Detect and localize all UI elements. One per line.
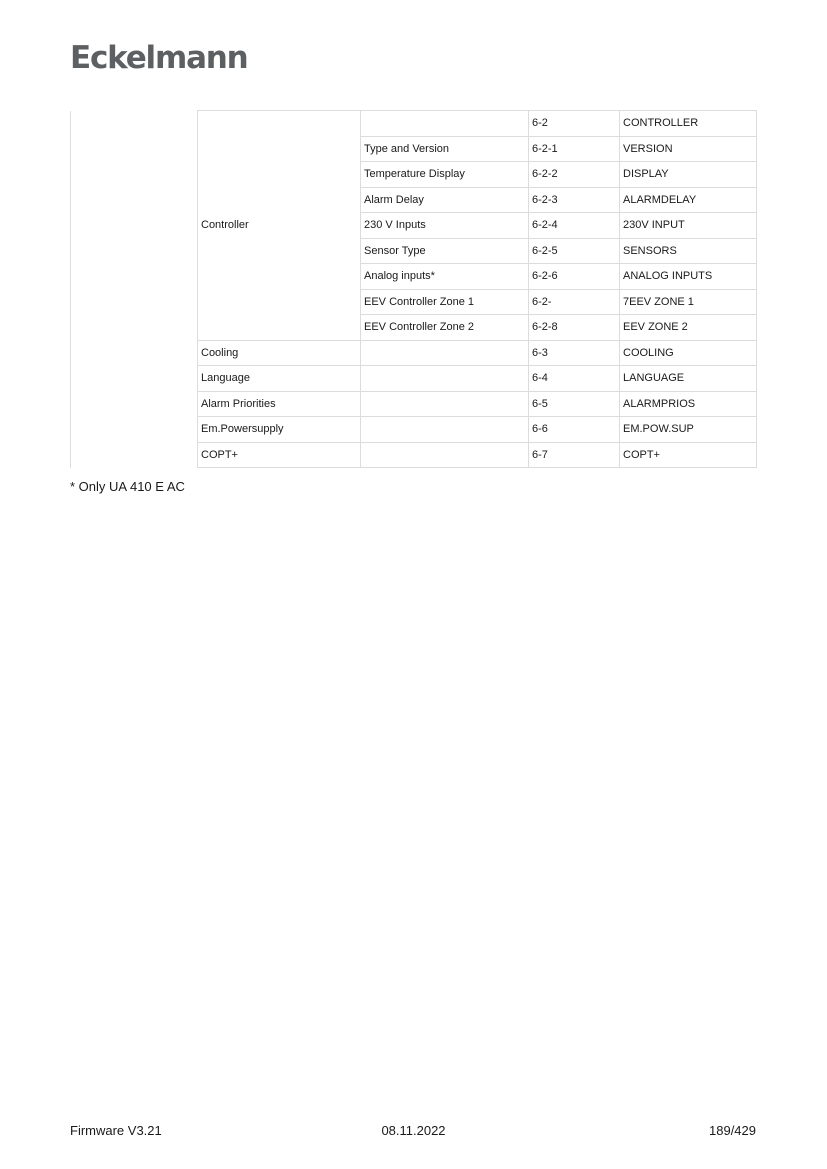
submenu-label: Temperature Display xyxy=(361,162,529,188)
submenu-label: Type and Version xyxy=(361,136,529,162)
menu-code: 6-2-4 xyxy=(529,213,620,239)
display-text: 230V INPUT xyxy=(620,213,757,239)
menu-label: Language xyxy=(198,366,361,392)
menu-code: 6-4 xyxy=(529,366,620,392)
display-text: COPT+ xyxy=(620,442,757,468)
menu-label: COPT+ xyxy=(198,442,361,468)
submenu-label: EEV Controller Zone 1 xyxy=(361,289,529,315)
submenu-label xyxy=(361,366,529,392)
submenu-label: 230 V Inputs xyxy=(361,213,529,239)
submenu-label: EEV Controller Zone 2 xyxy=(361,315,529,341)
eckelmann-logo: Eckelmann xyxy=(70,40,248,76)
display-text: COOLING xyxy=(620,340,757,366)
submenu-label: Sensor Type xyxy=(361,238,529,264)
footer-date: 08.11.2022 xyxy=(381,1123,446,1138)
display-text: ALARMDELAY xyxy=(620,187,757,213)
menu-code: 6-2-6 xyxy=(529,264,620,290)
menu-code: 6-2-1 xyxy=(529,136,620,162)
menu-code: 6-3 xyxy=(529,340,620,366)
menu-group-label: Controller xyxy=(198,111,361,341)
submenu-label xyxy=(361,442,529,468)
submenu-label xyxy=(361,391,529,417)
submenu-label: Analog inputs* xyxy=(361,264,529,290)
menu-code: 6-7 xyxy=(529,442,620,468)
menu-label: Alarm Priorities xyxy=(198,391,361,417)
display-text: EEV ZONE 2 xyxy=(620,315,757,341)
display-text: CONTROLLER xyxy=(620,111,757,137)
display-text: ALARMPRIOS xyxy=(620,391,757,417)
submenu-label xyxy=(361,417,529,443)
menu-label: Cooling xyxy=(198,340,361,366)
submenu-label xyxy=(361,340,529,366)
menu-code: 6-2-3 xyxy=(529,187,620,213)
display-text: ANALOG INPUTS xyxy=(620,264,757,290)
footnote: * Only UA 410 E AC xyxy=(70,479,185,494)
menu-code: 6-2-5 xyxy=(529,238,620,264)
display-text: DISPLAY xyxy=(620,162,757,188)
footer-page-number: 189/429 xyxy=(709,1123,756,1138)
menu-code: 6-2- xyxy=(529,289,620,315)
display-text: 7EEV ZONE 1 xyxy=(620,289,757,315)
menu-label: Em.Powersupply xyxy=(198,417,361,443)
menu-structure-table xyxy=(70,110,757,468)
menu-code: 6-6 xyxy=(529,417,620,443)
display-text: VERSION xyxy=(620,136,757,162)
menu-code: 6-2-8 xyxy=(529,315,620,341)
submenu-label: Alarm Delay xyxy=(361,187,529,213)
display-text: EM.POW.SUP xyxy=(620,417,757,443)
table-row xyxy=(71,111,757,137)
footer-firmware-version: Firmware V3.21 xyxy=(70,1123,162,1138)
menu-code: 6-5 xyxy=(529,391,620,417)
menu-code: 6-2-2 xyxy=(529,162,620,188)
display-text: SENSORS xyxy=(620,238,757,264)
submenu-label xyxy=(361,111,529,137)
blank-column xyxy=(71,111,198,468)
display-text: LANGUAGE xyxy=(620,366,757,392)
menu-code: 6-2 xyxy=(529,111,620,137)
